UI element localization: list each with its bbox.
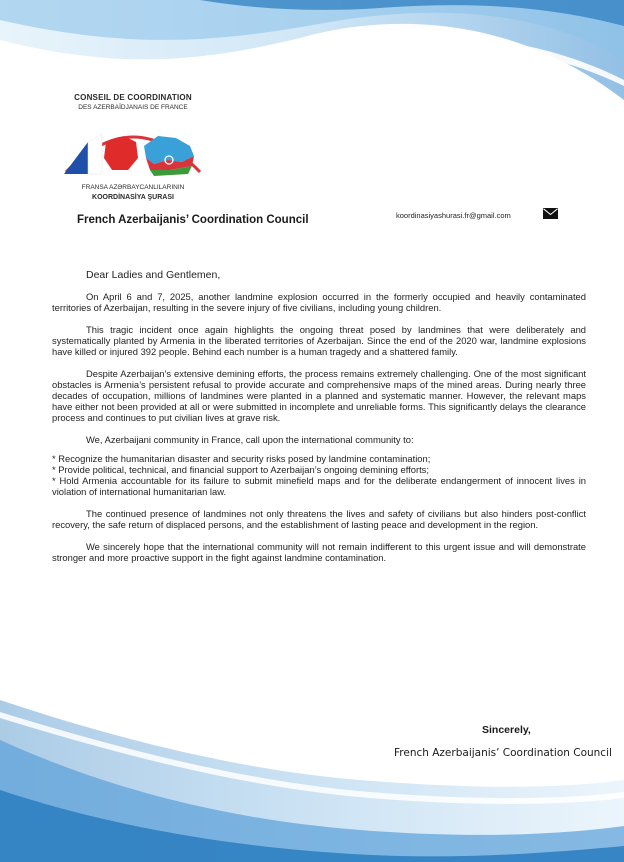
logo-text-french-line2: DES AZERBAÏDJANAIS DE FRANCE	[78, 104, 188, 111]
paragraph: The continued presence of landmines not only threatens the lives and safety of civilians but also hinders post-conflict recovery, the safe return of displaced persons, and the establishment of lasting peace and development in the region.	[52, 508, 586, 530]
envelope-icon	[543, 208, 558, 219]
contact-email[interactable]: koordinasiyashurasi.fr@gmail.com	[396, 211, 511, 220]
list-item: * Provide political, technical, and financial support to Azerbaijan’s ongoing demining efforts;	[52, 464, 429, 475]
signature-organization: French Azerbaijanis’ Coordination Council	[394, 747, 612, 759]
paragraph: Despite Azerbaijan’s extensive demining efforts, the process remains extremely challenging. One of the most significant obstacles is Armenia’s persistent refusal to provide accurate and comprehensive maps of the mined areas. During nearly three decades of occupation, millions of landmines were planted in a planned and systematic manner. However, the relevant maps have either not been provided at all or were submitted in incomplete and unreliable forms. This significantly delays the clearance process and continues to put civilian lives at grave risk.	[52, 368, 586, 423]
list-item: * Recognize the humanitarian disaster and security risks posed by landmine contamination;	[52, 453, 431, 464]
organization-title: French Azerbaijanis’ Coordination Council	[77, 214, 309, 226]
council-logo	[58, 93, 208, 205]
salutation: Dear Ladies and Gentlemen,	[86, 269, 221, 281]
paragraph: This tragic incident once again highlights the ongoing threat posed by landmines that were deliberately and systematically planted by Armenia in the liberated territories of Azerbaijan. Since the end of the 2020 war, landmine explosions have killed or injured 392 people. Behind each number is a human tragedy and a shattered family.	[52, 324, 586, 357]
paragraph: We, Azerbaijani community in France, call upon the international community to:	[86, 434, 414, 445]
list-item: * Hold Armenia accountable for its failure to submit minefield maps and for the deliberate endangerment of innocent lives in violation of international humanitarian law.	[52, 475, 586, 497]
logo-text-french-line1: CONSEIL DE COORDINATION	[74, 93, 192, 102]
letter-body	[52, 270, 586, 574]
paragraph: On April 6 and 7, 2025, another landmine explosion occurred in the formerly occupied and heavily contaminated territories of Azerbaijan, resulting in the severe injury of five civilians, including young children.	[52, 291, 586, 313]
logo-emblem	[58, 112, 208, 184]
logo-text-azeri-line1: FRANSA AZƏRBAYCANLILARININ	[81, 184, 185, 191]
appeal-list	[52, 453, 586, 497]
paragraph: We sincerely hope that the international community will not remain indifferent to this urgent issue and will demonstrate stronger and more proactive support in the fight against landmine contamination.	[52, 541, 586, 563]
logo-text-azeri-line2: KOORDİNASİYA ŞURASI	[92, 194, 174, 201]
closing-salutation: Sincerely,	[482, 724, 531, 736]
